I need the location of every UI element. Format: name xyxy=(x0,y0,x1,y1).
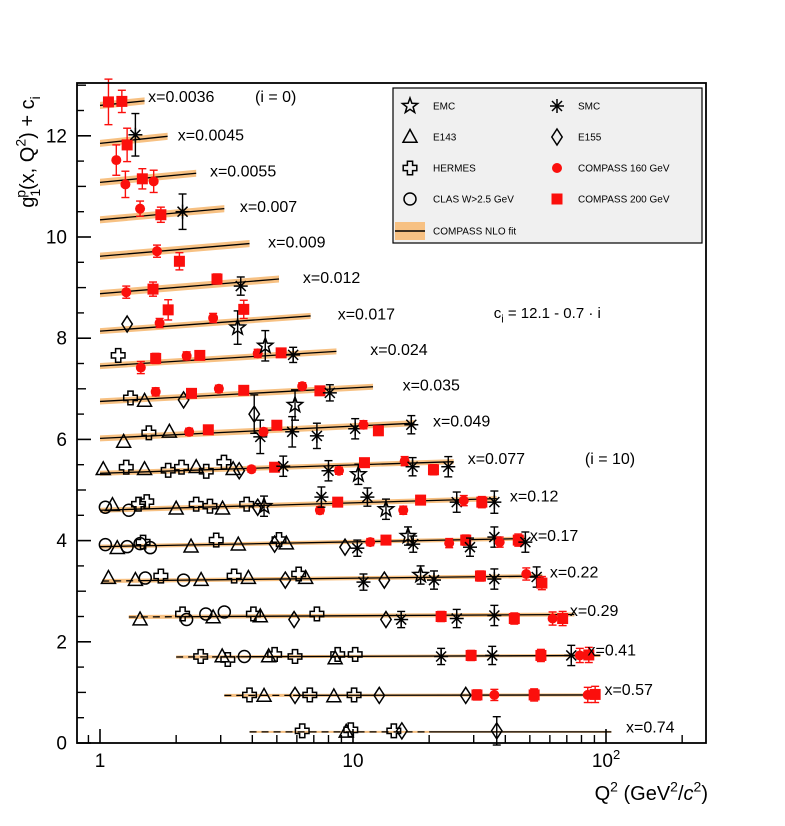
y-axis-title: $g_1p(x$, $Q^2) + c_i$ xyxy=(12,96,43,208)
marker-smc-asterisk-icon xyxy=(314,490,328,504)
marker-smc-asterisk-icon xyxy=(128,128,142,142)
marker-compass200-square-icon xyxy=(380,535,391,546)
marker-compass160-dot-icon xyxy=(120,179,130,189)
marker-compass160-dot-icon xyxy=(135,204,145,214)
data-row-x0.007 xyxy=(135,194,189,229)
marker-compass200-square-icon xyxy=(238,304,249,315)
legend xyxy=(393,88,702,243)
marker-smc-asterisk-icon xyxy=(356,575,370,589)
marker-compass160-dot-icon xyxy=(246,464,256,474)
marker-smc-asterisk-icon xyxy=(176,205,190,219)
row-label: x=0.049 xyxy=(432,413,491,431)
row-label: x=0.017 xyxy=(337,306,396,324)
marker-e155-diamond-icon xyxy=(379,572,389,588)
row-index-tag: (i = 0) xyxy=(255,88,297,106)
row-label: x=0.009 xyxy=(268,234,326,252)
row-label: x=0.0045 xyxy=(177,127,245,145)
row-label: x=0.22 xyxy=(549,564,599,582)
marker-compass200-square-icon xyxy=(557,613,568,624)
marker-compass200-square-icon xyxy=(116,96,127,107)
nlo-fit-line xyxy=(100,244,250,257)
marker-compass160-dot-icon xyxy=(400,456,410,466)
marker-compass200-square-icon xyxy=(203,424,214,435)
marker-compass200-square-icon xyxy=(155,209,166,220)
marker-compass200-square-icon xyxy=(475,571,486,582)
marker-compass160-dot-icon xyxy=(152,246,162,256)
marker-compass200-square-icon xyxy=(103,96,114,107)
marker-smc-asterisk-icon xyxy=(276,459,290,473)
row-label: x=0.024 xyxy=(370,341,428,359)
row-label: x=0.035 xyxy=(402,377,460,395)
row-label: x=0.0036 xyxy=(148,88,215,106)
marker-compass160-dot-icon xyxy=(208,313,218,323)
data-row-x0.74 xyxy=(295,717,502,745)
legend-label-clas: CLAS W>2.5 GeV xyxy=(433,194,514,206)
marker-smc-asterisk-icon xyxy=(487,608,501,622)
marker-compass200-square-icon xyxy=(590,689,601,700)
marker-smc-asterisk-icon xyxy=(463,540,477,554)
legend-label-smc: SMC xyxy=(578,101,601,113)
marker-smc-asterisk-icon xyxy=(323,386,337,400)
marker-compass160-dot-icon xyxy=(149,176,159,186)
marker-smc-asterisk-icon xyxy=(285,425,299,439)
ci-formula-annotation: $c_i = 12.1 - 0.7 \cdot i$ xyxy=(493,304,601,326)
error-bar xyxy=(291,390,299,420)
marker-compass200-square-icon xyxy=(359,457,370,468)
row-label: x=0.012 xyxy=(302,269,361,287)
marker-compass160-dot-icon xyxy=(136,363,146,373)
marker-compass160-dot-icon xyxy=(155,318,165,328)
legend-label-emc: EMC xyxy=(433,101,456,113)
marker-compass160-dot-icon xyxy=(297,381,307,391)
y-tick-label: 12 xyxy=(45,126,67,148)
y-tick-label: 4 xyxy=(56,531,67,553)
marker-compass160-dot-icon xyxy=(111,155,121,165)
y-tick-label: 0 xyxy=(56,733,67,755)
marker-hermes-cross-icon xyxy=(348,648,362,662)
marker-compass200-square-icon xyxy=(163,304,174,315)
legend-label-e155: E155 xyxy=(578,132,602,144)
marker-compass200-square-icon xyxy=(238,385,249,396)
y-tick-label: 10 xyxy=(45,227,67,249)
marker-compass160-dot-icon xyxy=(489,690,499,700)
marker-smc-asterisk-icon xyxy=(485,648,499,662)
marker-compass160-dot-icon xyxy=(548,614,558,624)
marker-smc-asterisk-icon xyxy=(550,99,564,113)
marker-smc-asterisk-icon xyxy=(321,464,335,478)
data-row-x0.024 xyxy=(111,331,300,374)
x-tick-label: 10 xyxy=(342,751,364,772)
marker-compass200-square-icon xyxy=(137,173,148,184)
marker-compass200-square-icon xyxy=(276,347,287,358)
marker-compass160-dot-icon xyxy=(182,351,192,361)
marker-smc-asterisk-icon xyxy=(350,541,364,555)
row-label: x=0.12 xyxy=(509,488,559,506)
y-tick-label: 8 xyxy=(56,328,67,350)
marker-smc-asterisk-icon xyxy=(394,613,408,627)
x-tick-label: 1 xyxy=(94,751,106,772)
row-label: x=0.57 xyxy=(604,681,653,699)
marker-compass200-square-icon xyxy=(466,650,477,661)
marker-compass160-dot-icon xyxy=(358,420,368,430)
marker-compass200-square-icon xyxy=(332,497,343,508)
legend-label-hermes: HERMES xyxy=(433,163,476,175)
marker-compass200-square-icon xyxy=(552,194,563,205)
marker-compass200-square-icon xyxy=(150,353,161,364)
marker-compass160-dot-icon xyxy=(214,384,224,394)
marker-compass200-square-icon xyxy=(148,284,159,295)
marker-smc-asterisk-icon xyxy=(360,490,374,504)
marker-smc-asterisk-icon xyxy=(434,649,448,663)
marker-compass160-dot-icon xyxy=(151,387,161,397)
error-bar xyxy=(250,395,258,433)
marker-compass160-dot-icon xyxy=(184,427,194,437)
marker-compass200-square-icon xyxy=(174,256,185,267)
marker-compass160-dot-icon xyxy=(444,538,454,548)
legend-label-compass-nlo-fit: COMPASS NLO fit xyxy=(433,226,517,238)
legend-label-c160: COMPASS 160 GeV xyxy=(578,163,670,175)
marker-compass200-square-icon xyxy=(314,385,325,396)
marker-compass160-dot-icon xyxy=(365,537,375,547)
marker-smc-asterisk-icon xyxy=(310,429,324,443)
row-index-tag: (i = 10) xyxy=(584,451,636,469)
marker-smc-asterisk-icon xyxy=(427,573,441,587)
marker-compass200-square-icon xyxy=(535,650,546,661)
marker-e155-diamond-icon xyxy=(289,612,299,628)
error-bar xyxy=(234,311,242,344)
marker-compass200-square-icon xyxy=(529,689,540,700)
row-label: x=0.007 xyxy=(239,199,298,217)
marker-smc-asterisk-icon xyxy=(487,572,501,586)
marker-compass200-square-icon xyxy=(471,689,482,700)
nlo-fit-line xyxy=(100,499,497,511)
marker-compass200-square-icon xyxy=(415,495,426,506)
row-label: x=0.29 xyxy=(569,602,619,620)
marker-compass200-square-icon xyxy=(513,535,524,546)
marker-compass200-square-icon xyxy=(373,425,384,436)
marker-compass160-dot-icon xyxy=(334,466,344,476)
marker-compass200-square-icon xyxy=(509,613,520,624)
marker-hermes-cross-icon xyxy=(111,349,125,363)
marker-smc-asterisk-icon xyxy=(441,460,455,474)
marker-compass200-square-icon xyxy=(271,420,282,431)
marker-compass200-square-icon xyxy=(122,139,133,150)
marker-compass200-square-icon xyxy=(211,273,222,284)
y-tick-label: 6 xyxy=(56,429,67,451)
marker-compass160-dot-icon xyxy=(259,427,269,437)
marker-compass160-dot-icon xyxy=(552,163,562,173)
marker-compass200-square-icon xyxy=(428,464,439,475)
marker-compass160-dot-icon xyxy=(495,537,505,547)
marker-compass160-dot-icon xyxy=(459,496,469,506)
marker-compass200-square-icon xyxy=(436,611,447,622)
marker-smc-asterisk-icon xyxy=(406,460,420,474)
legend-label-e143: E143 xyxy=(433,132,457,144)
marker-smc-asterisk-icon xyxy=(286,348,300,362)
row-label: x=0.41 xyxy=(587,642,636,660)
error-bar xyxy=(493,717,501,745)
marker-compass200-square-icon xyxy=(186,388,197,399)
x-axis-title: $Q^2$ $(GeV^2/c^2)$ xyxy=(594,778,708,805)
marker-smc-asterisk-icon xyxy=(450,612,464,626)
row-label: x=0.077 xyxy=(467,451,526,469)
data-row-x0.0055 xyxy=(120,169,158,198)
marker-smc-asterisk-icon xyxy=(404,418,418,432)
row-label: x=0.0055 xyxy=(209,163,277,181)
marker-compass160-dot-icon xyxy=(398,505,408,515)
legend-label-sq200: COMPASS 200 GeV xyxy=(578,194,670,206)
y-tick-label: 2 xyxy=(56,632,67,654)
x-tick-label: $10^2$ xyxy=(591,747,621,772)
marker-compass200-square-icon xyxy=(536,578,547,589)
row-label: x=0.74 xyxy=(626,719,675,737)
marker-compass160-dot-icon xyxy=(121,287,131,297)
marker-smc-asterisk-icon xyxy=(487,495,501,509)
marker-compass200-square-icon xyxy=(476,497,487,508)
marker-compass200-square-icon xyxy=(194,350,205,361)
nlo-fit-line xyxy=(100,351,336,366)
marker-smc-asterisk-icon xyxy=(234,279,248,293)
data-row-x0.0045 xyxy=(111,114,142,176)
marker-smc-asterisk-icon xyxy=(406,537,420,551)
row-label: x=0.17 xyxy=(529,528,579,546)
